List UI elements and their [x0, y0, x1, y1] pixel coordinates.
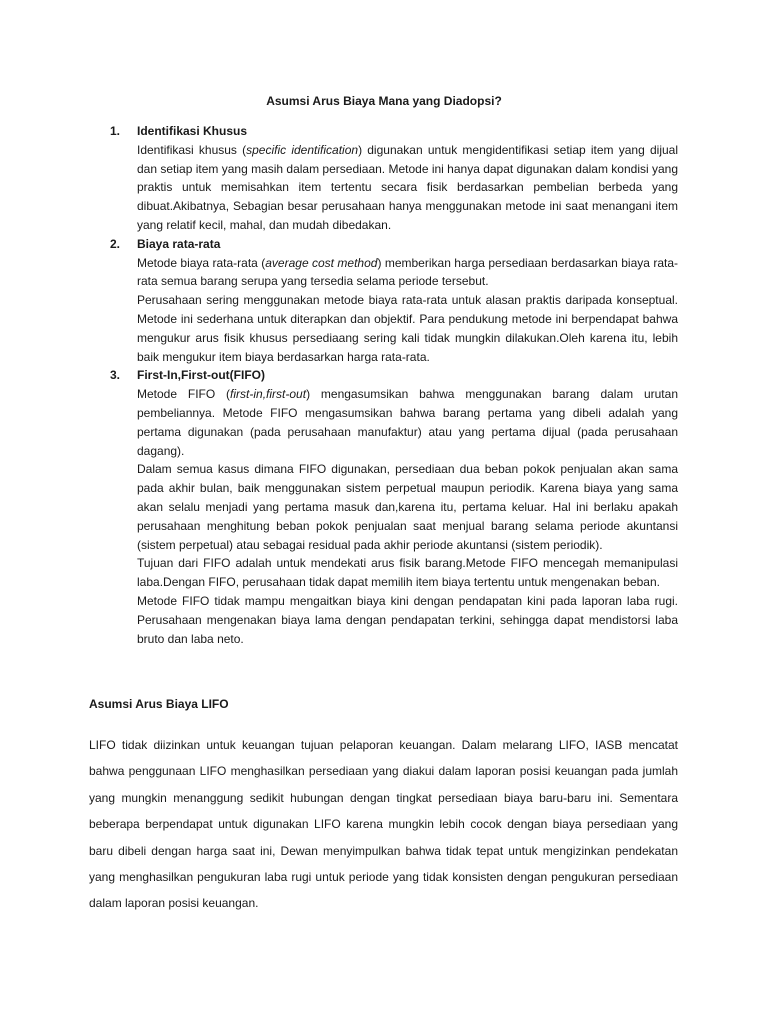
item-number: 2.: [110, 236, 121, 251]
item-paragraph: Identifikasi khusus (specific identification) digunakan untuk mengidentifikasi setiap item yang dijual dan setiap item yang masih dalam persediaan. Metode ini hanya dapat digunakan dalam kondisi yang praktis untuk memisahkan item tertentu secara fisik berdasarkan pembelian berbeda yang dibuat.Akibatnya, Sebagian besar perusahaan hanya menggunakan metode ini saat menangani item yang relatif kecil, mahal, dan mudah dibedakan.: [137, 142, 679, 232]
italic-term: first-in,first-out: [230, 387, 307, 402]
document-title: Asumsi Arus Biaya Mana yang Diadopsi?: [266, 94, 502, 108]
item-heading: Identifikasi Khusus: [137, 124, 248, 138]
section-heading: Asumsi Arus Biaya LIFO: [89, 697, 229, 711]
list-item-identifikasi-khusus: [110, 122, 678, 235]
list-item-biaya-rata-rata: [110, 235, 678, 367]
italic-term: average cost method: [265, 255, 378, 270]
item-number: 1.: [110, 124, 121, 138]
item-paragraph: Metode FIFO tidak mampu mengaitkan biaya kini dengan pendapatan kini pada laporan laba rugi. Perusahaan mengenakan biaya lama dengan pendapatan terkini, sehingga dapat mendistorsi laba bruto dan laba neto.: [137, 593, 678, 646]
item-paragraph: Dalam semua kasus dimana FIFO digunakan, persediaan dua beban pokok penjualan akan sama pada akhir bulan, baik menggunakan sistem perpetual maupun periodik. Karena biaya yang sama akan selalu menjadi yang pertama masuk dan,karena itu, pertama keluar. Hal ini berlaku apakah perusahaan menghitung beban pokok penjualan saat menjual barang selama periode akuntansi (sistem perpetual) atau sebagai residual pada akhir periode akuntansi (sistem periodik).: [137, 462, 678, 552]
numbered-list: [110, 122, 678, 648]
item-paragraph: Tujuan dari FIFO adalah untuk mendekati arus fisik barang.Metode FIFO mencegah memanipulasi laba.Dengan FIFO, perusahaan tidak dapat memilih item biaya tertentu untuk mengenakan beban.: [137, 556, 678, 590]
item-paragraph: Metode FIFO (first-in,first-out) mengasumsikan bahwa menggunakan barang dalam urutan pembeliannya. Metode FIFO mengasumsikan bahwa barang pertama yang dibeli adalah yang pertama digunakan (pada perusahaan manufaktur) atau yang pertama dijual (pada perusahaan dagang).: [137, 387, 678, 458]
item-number: 3.: [110, 368, 121, 383]
list-item-fifo: [110, 366, 678, 648]
italic-term: specific identification: [246, 142, 359, 157]
item-heading: First-In,First-out(FIFO): [137, 368, 265, 383]
section-paragraph: LIFO tidak diizinkan untuk keuangan tujuan pelaporan keuangan. Dalam melarang LIFO, IASB mencatat bahwa penggunaan LIFO menghasilkan persediaan yang diakui dalam laporan posisi keuangan pada jumlah yang mungkin menanggung sedikit hubungan dengan tingkat persediaan biaya baru-baru ini. Sementara beberapa berpendapat untuk digunakan LIFO karena mungkin lebih cocok dengan biaya persediaan yang baru dibeli dengan harga saat ini, Dewan menyimpulkan bahwa tidak tepat untuk mengizinkan pendekatan yang menghasilkan pengukuran laba rugi untuk periode yang tidak konsisten dengan pengukuran persediaan dalam laporan posisi keuangan.: [89, 738, 678, 911]
item-heading: Biaya rata-rata: [137, 236, 221, 251]
item-paragraph: Perusahaan sering menggunakan metode biaya rata-rata untuk alasan praktis daripada konseptual. Metode ini sederhana untuk diterapkan dan objektif. Para pendukung metode ini berpendapat bahwa mengukur arus fisik khusus persediaang sering kali tidak mungkin dilakukan.Oleh karena itu, lebih baik mengukur item biaya berdasarkan harga rata-rata.: [137, 293, 678, 364]
item-paragraph: Metode biaya rata-rata (average cost method) memberikan harga persediaan berdasarkan biaya rata-rata semua barang serupa yang tersedia selama periode tersebut.: [137, 255, 678, 289]
